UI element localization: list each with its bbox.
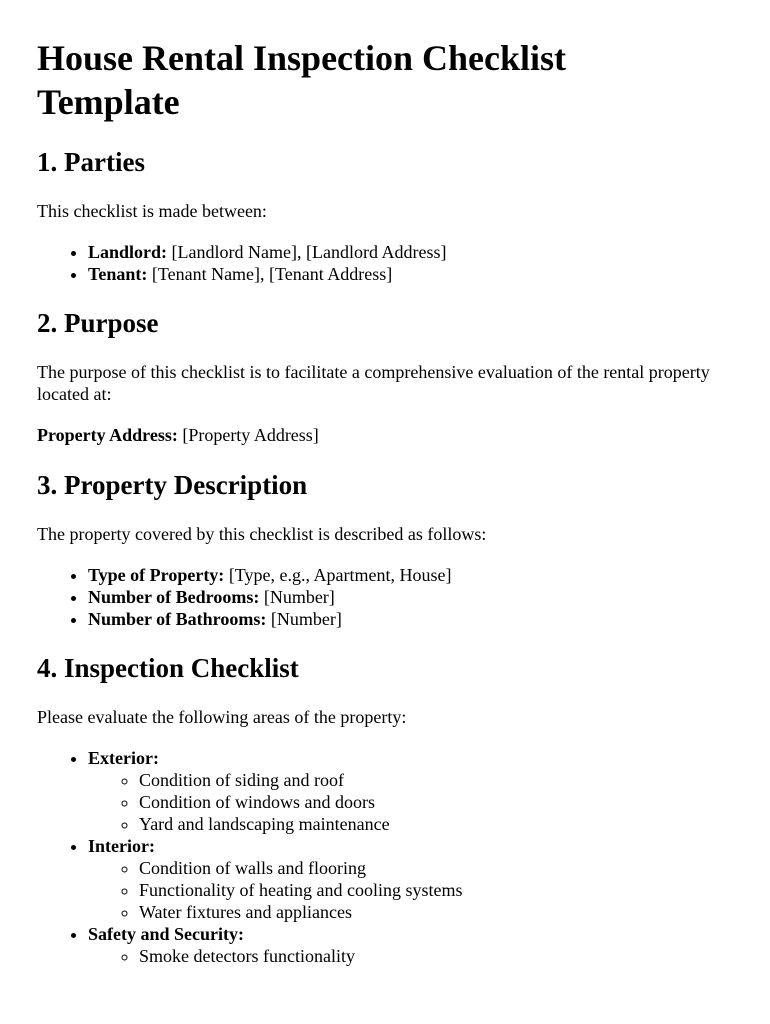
tenant-label: Tenant: [88,264,148,284]
bedrooms-value: [Number] [259,587,335,607]
landlord-label: Landlord: [88,242,168,262]
parties-intro: This checklist is made between: [37,201,267,221]
property-address-line [37,424,733,446]
list-item-landlord [88,241,733,263]
section-description [37,469,733,630]
list-item-bathrooms [88,608,733,630]
property-address-label: Property Address: [37,425,178,445]
section-heading-purpose: 2. Purpose [37,308,159,338]
section-heading-parties: 1. Parties [37,147,145,177]
property-address-value: [Property Address] [177,425,319,445]
list-item: ◦ Condition of siding and roof [139,769,733,791]
list-item: ◦ Water fixtures and appliances [139,901,733,923]
bathrooms-value: [Number] [266,609,342,629]
list-item: ◦ Yard and landscaping maintenance [139,813,733,835]
parties-list [37,241,733,285]
interior-label: Interior: [88,836,155,856]
list-item: ◦ Smoke detectors functionality [139,945,733,967]
section-heading-description: 3. Property Description [37,470,308,500]
tenant-value: [Tenant Name], [Tenant Address] [147,264,393,284]
document-title: House Rental Inspection Checklist Template [37,38,567,122]
list-item-type [88,564,733,586]
safety-sublist [88,945,733,967]
list-item-tenant [88,263,733,285]
list-item: ◦ Condition of walls and flooring [139,857,733,879]
safety-label: Safety and Security: [88,924,244,944]
section-purpose [37,307,733,446]
landlord-value: [Landlord Name], [Landlord Address] [167,242,447,262]
inspection-list [37,747,733,967]
bathrooms-label: Number of Bathrooms: [88,609,267,629]
exterior-sublist [88,769,733,835]
type-value: [Type, e.g., Apartment, House] [224,565,452,585]
inspection-intro: Please evaluate the following areas of the property: [37,707,407,727]
list-item-interior [88,835,733,923]
section-heading-inspection: 4. Inspection Checklist [37,653,299,683]
list-item: ◦ Functionality of heating and cooling systems [139,879,733,901]
list-item: ◦ Condition of windows and doors [139,791,733,813]
list-item-bedrooms [88,586,733,608]
section-inspection [37,652,733,967]
description-intro: The property covered by this checklist is described as follows: [37,524,487,544]
exterior-label: Exterior: [88,748,159,768]
purpose-intro: The purpose of this checklist is to facilitate a comprehensive evaluation of the rental property located at: [37,362,710,404]
interior-sublist [88,857,733,923]
list-item-safety [88,923,733,967]
section-parties [37,146,733,285]
type-label: Type of Property: [88,565,225,585]
description-list [37,564,733,630]
list-item-exterior [88,747,733,835]
bedrooms-label: Number of Bedrooms: [88,587,260,607]
